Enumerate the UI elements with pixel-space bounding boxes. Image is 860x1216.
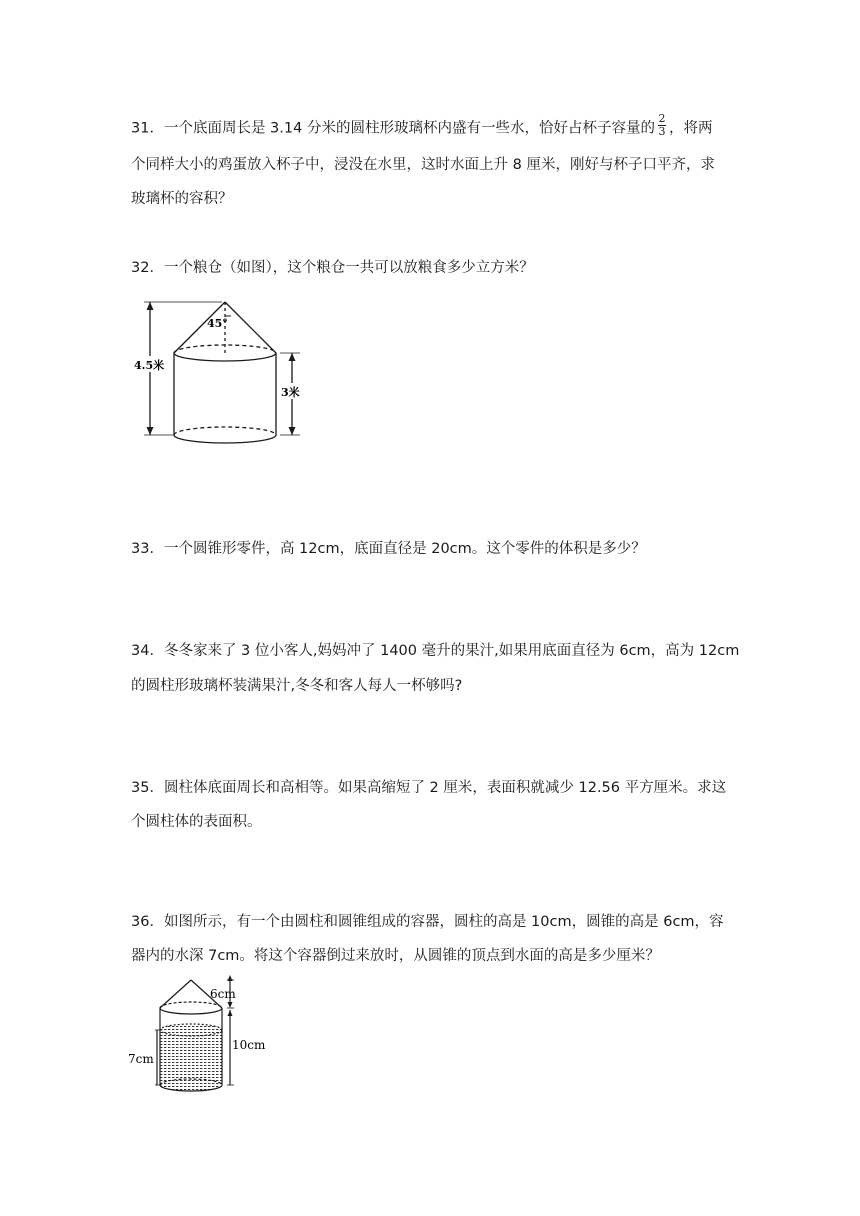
granary-figure	[130, 296, 315, 446]
q31-line-1	[131, 112, 713, 141]
granary-cylinder-height-label: 3米	[281, 386, 300, 399]
q31-text-start: 31．一个底面周长是 3.14 分米的圆柱形玻璃杯内盛有一些水，恰好占杯子容量的	[131, 120, 655, 137]
granary-angle-label: 45°	[207, 317, 228, 330]
q31-fraction	[658, 113, 666, 138]
q31-fraction-denominator: 3	[658, 125, 666, 138]
container-water-depth-label: 7cm	[128, 1052, 154, 1066]
q36-line-2: 器内的水深 7cm。将这个容器倒过来放时，从圆锥的顶点到水面的高是多少厘米？	[131, 948, 660, 964]
q31-line-2: 个同样大小的鸡蛋放入杯子中，浸没在水里，这时水面上升 8 厘米，刚好与杯子口平齐，求	[131, 157, 715, 173]
q36-line-1: 36．如图所示，有一个由圆柱和圆锥组成的容器，圆柱的高是 10cm，圆锥的高是 6cm，容	[131, 914, 724, 930]
q31-line-3: 玻璃杯的容积？	[131, 191, 233, 207]
q32-line-1: 32．一个粮仓（如图），这个粮仓一共可以放粮食多少立方米？	[131, 260, 534, 276]
container-figure	[128, 974, 268, 1102]
q34-line-2: 的圆柱形玻璃杯装满果汁,冬冬和客人每人一杯够吗?	[131, 678, 463, 694]
granary-total-height-label: 4.5米	[134, 359, 165, 372]
q35-line-2: 个圆柱体的表面积。	[131, 814, 262, 830]
q33-line-1: 33．一个圆锥形零件，高 12cm，底面直径是 20cm。这个零件的体积是多少？	[131, 541, 646, 557]
q35-line-1: 35．圆柱体底面周长和高相等。如果高缩短了 2 厘米，表面积就减少 12.56 平方厘米。求这	[131, 780, 727, 796]
container-cylinder-height-label: 10cm	[232, 1038, 266, 1052]
q31-fraction-numerator: 2	[658, 112, 666, 125]
q34-line-1: 34．冬冬家来了 3 位小客人,妈妈冲了 1400 毫升的果汁,如果用底面直径为 6cm，高为 12cm	[131, 643, 740, 659]
q31-text-end: ，将两	[668, 120, 713, 137]
container-cone-height-label: 6cm	[210, 987, 236, 1001]
